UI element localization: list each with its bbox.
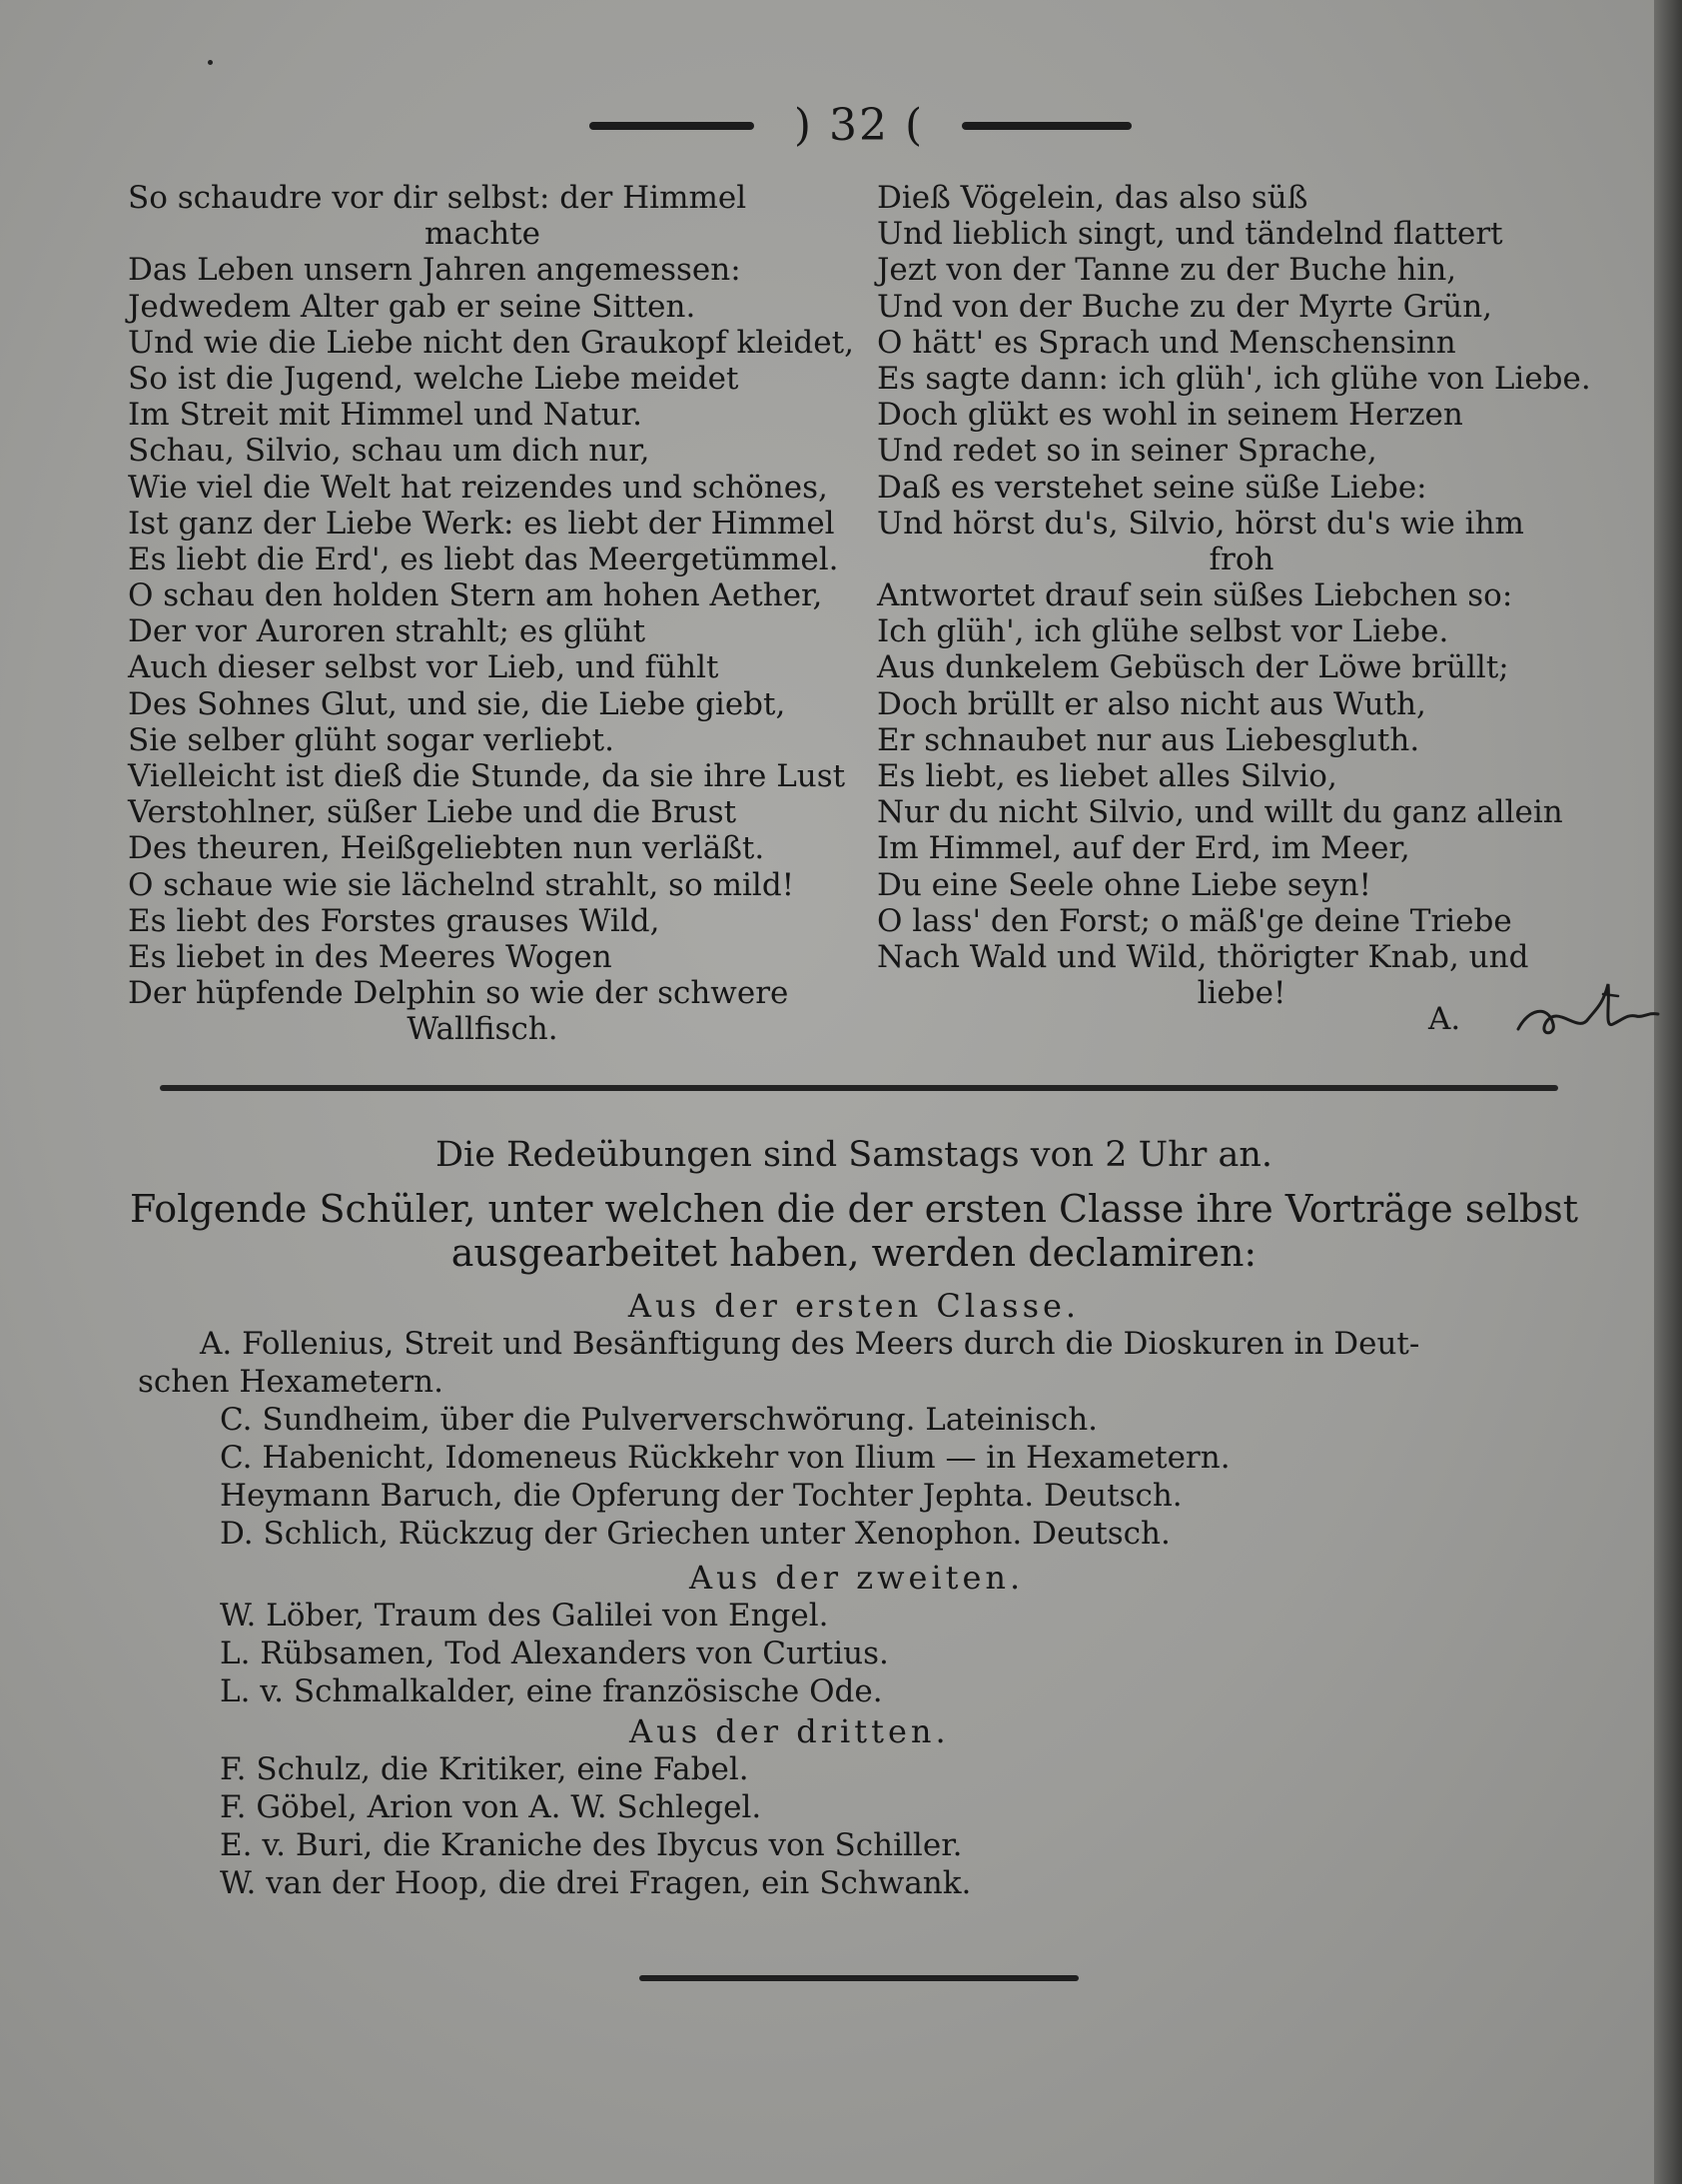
poem-line: Doch glükt es wohl in seinem Herzen: [877, 397, 1463, 434]
page-header: [0, 92, 1682, 162]
student-entry: W. van der Hoop, die drei Fragen, ein Schwank.: [220, 1865, 972, 1901]
poem-line: Er schnaubet nur aus Liebesgluth.: [877, 721, 1420, 758]
class-section-first: [130, 1287, 1578, 1553]
poem-line: So ist die Jugend, welche Liebe meidet: [128, 360, 739, 397]
poem-line: Nur du nicht Silvio, und willt du ganz allein: [877, 794, 1563, 831]
intro-line: ausgearbeitet haben, werden declamiren:: [450, 1231, 1258, 1275]
poem-line: O schau den holden Stern am hohen Aether,: [128, 577, 823, 614]
poem-line: Daß es verstehet seine süße Liebe:: [877, 469, 1427, 506]
poem-line: machte: [423, 216, 540, 253]
closing-rule: [639, 1975, 1079, 1981]
poem-line: Nach Wald und Wild, thörigter Knab, und: [877, 938, 1529, 975]
poem-line: Verstohlner, süßer Liebe und die Brust: [128, 794, 737, 831]
student-entry: D. Schlich, Rückzug der Griechen unter Xenophon. Deutsch.: [220, 1516, 1171, 1552]
poem-line: Doch brüllt er also nicht aus Wuth,: [877, 685, 1426, 722]
section-divider: [160, 1085, 1558, 1091]
poem-line: Dieß Vögelein, das also süß: [877, 180, 1308, 216]
poem-left-column: [128, 180, 854, 1048]
poem-line: Ist ganz der Liebe Werk: es liebt der Himmel: [128, 505, 835, 542]
class-section-second: [130, 1559, 1578, 1710]
poem-line: Und lieblich singt, und tändelnd flattert: [877, 216, 1503, 253]
poem-right-column: [877, 180, 1606, 1011]
page-number: ) 32 (: [793, 100, 925, 151]
poem-line: Wie viel die Welt hat reizendes und schönes,: [128, 469, 828, 506]
student-entry: schen Hexametern.: [138, 1364, 443, 1400]
poem-line: Antwortet drauf sein süßes Liebchen so:: [877, 577, 1513, 614]
student-entry: A. Follenius, Streit und Besänftigung des Meers durch die Dioskuren in Deut-: [200, 1326, 1420, 1362]
header-rule-right: [962, 122, 1132, 130]
poem-line: O lass' den Forst; o mäß'ge deine Triebe: [877, 902, 1512, 939]
signature-initial: A.: [1428, 1001, 1461, 1037]
class-heading: Aus der dritten.: [629, 1712, 950, 1750]
programme-intro: [130, 1187, 1578, 1275]
poem-line: Schau, Silvio, schau um dich nur,: [128, 433, 650, 470]
poem-line: Und wie die Liebe nicht den Graukopf kleidet,: [128, 324, 854, 361]
poem-line: liebe!: [1197, 975, 1286, 1012]
ink-speck: [208, 60, 213, 65]
poem-line: froh: [1209, 541, 1274, 577]
poem-line: Im Himmel, auf der Erd, im Meer,: [877, 830, 1410, 867]
poem-line: Das Leben unsern Jahren angemessen:: [128, 252, 741, 289]
class-heading: Aus der zweiten.: [689, 1559, 1025, 1597]
schedule-heading: Die Redeübungen sind Samstags von 2 Uhr an.: [434, 1135, 1273, 1175]
poem-line: Du eine Seele ohne Liebe seyn!: [877, 866, 1372, 903]
poem-line: So schaudre vor dir selbst: der Himmel: [128, 180, 747, 216]
poem-line: Auch dieser selbst vor Lieb, und fühlt: [128, 649, 719, 686]
poem-line: Aus dunkelem Gebüsch der Löwe brüllt;: [877, 649, 1509, 686]
header-rule-left: [589, 122, 754, 130]
poem-line: Ich glüh', ich glühe selbst vor Liebe.: [877, 613, 1449, 650]
student-entry: F. Göbel, Arion von A. W. Schlegel.: [220, 1789, 762, 1825]
student-entry: Heymann Baruch, die Opferung der Tochter Jephta. Deutsch.: [220, 1478, 1183, 1514]
poem-line: Es liebt die Erd', es liebt das Meergetümmel.: [128, 541, 839, 577]
poem-line: Es sagte dann: ich glüh', ich glühe von Liebe.: [877, 360, 1591, 397]
page-edge-shadow: [1654, 0, 1682, 2184]
poem-line: Es liebt, es liebet alles Silvio,: [877, 758, 1337, 794]
poem-line: Es liebt des Forstes grauses Wild,: [128, 902, 660, 939]
poem-line: O hätt' es Sprach und Menschensinn: [877, 324, 1456, 361]
poem-line: Im Streit mit Himmel und Natur.: [128, 397, 642, 434]
poem-line: Und von der Buche zu der Myrte Grün,: [877, 288, 1493, 325]
poem-line: Des theuren, Heißgeliebten nun verläßt.: [128, 830, 765, 867]
class-heading: Aus der ersten Classe.: [627, 1287, 1081, 1325]
handwritten-signature: [1508, 974, 1663, 1049]
poem-line: Des Sohnes Glut, und sie, die Liebe giebt,: [128, 685, 786, 722]
poem-line: Der vor Auroren strahlt; es glüht: [128, 613, 646, 650]
poem-line: Sie selber glüht sogar verliebt.: [128, 721, 614, 758]
student-entry: L. Rübsamen, Tod Alexanders von Curtius.: [220, 1636, 889, 1671]
poem-line: Der hüpfende Delphin so wie der schwere: [128, 975, 789, 1012]
student-entry: W. Löber, Traum des Galilei von Engel.: [220, 1598, 829, 1634]
poem-line: Und hörst du's, Silvio, hörst du's wie ihm: [877, 505, 1524, 542]
poem-line: Jedwedem Alter gab er seine Sitten.: [128, 288, 696, 325]
student-entry: C. Sundheim, über die Pulververschwörung. Lateinisch.: [220, 1402, 1099, 1438]
poem-line: O schaue wie sie lächelnd strahlt, so mild!: [128, 866, 795, 903]
class-section-third: [130, 1712, 1578, 1902]
poem-line: Vielleicht ist dieß die Stunde, da sie ihre Lust: [128, 758, 846, 794]
student-entry: C. Habenicht, Idomeneus Rückkehr von Ilium — in Hexametern.: [220, 1440, 1231, 1476]
student-entry: L. v. Schmalkalder, eine französische Ode.: [220, 1673, 883, 1709]
poem-line: Jezt von der Tanne zu der Buche hin,: [877, 252, 1457, 289]
intro-line: Folgende Schüler, unter welchen die der ersten Classe ihre Vorträge selbst: [130, 1187, 1579, 1231]
poem-line: Wallfisch.: [407, 1011, 558, 1048]
poem-line: Es liebet in des Meeres Wogen: [128, 938, 612, 975]
poem-line: Und redet so in seiner Sprache,: [877, 433, 1377, 470]
student-entry: F. Schulz, die Kritiker, eine Fabel.: [220, 1751, 749, 1787]
student-entry: E. v. Buri, die Kraniche des Ibycus von Schiller.: [220, 1827, 963, 1863]
